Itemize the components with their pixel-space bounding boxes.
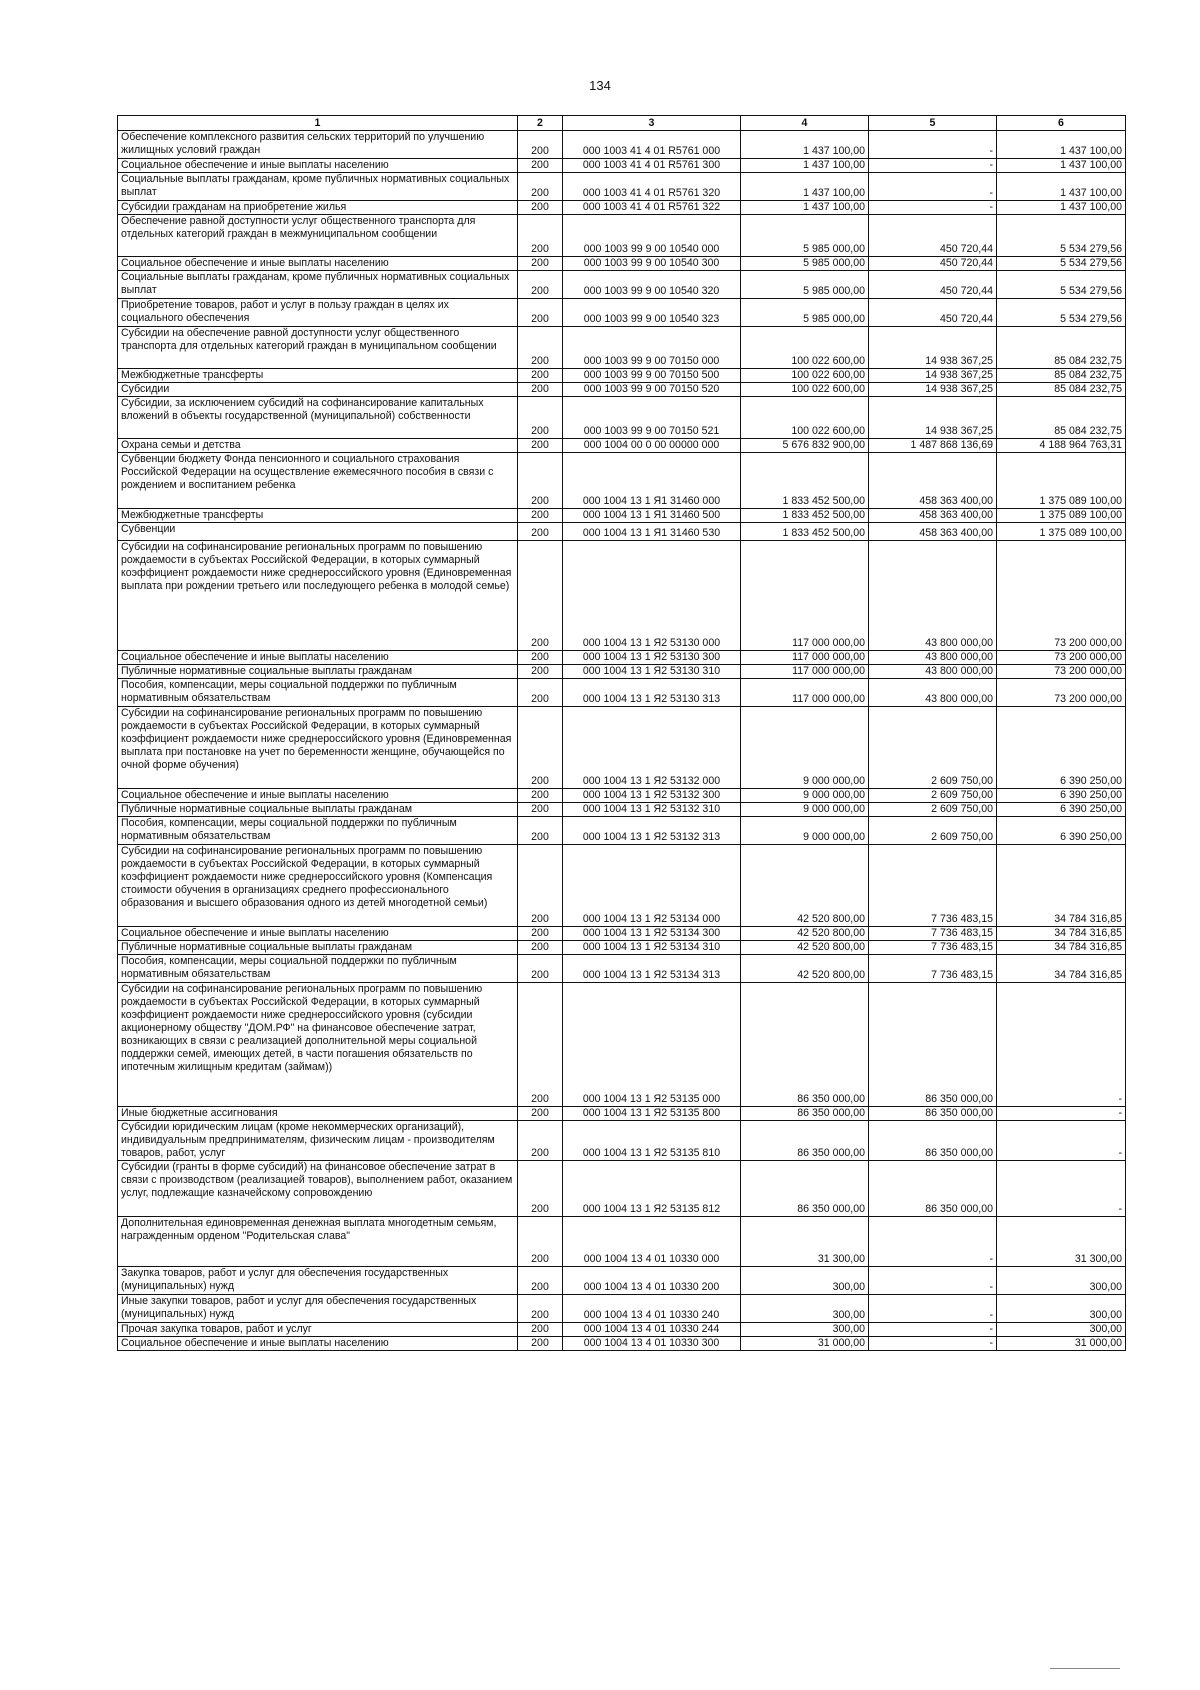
- row-admin-code-cell: 200: [518, 439, 563, 453]
- table-body: [118, 131, 1126, 1351]
- row-remaining-amount-cell: -: [997, 1107, 1126, 1121]
- row-admin-code-cell: 200: [518, 803, 563, 817]
- row-name-cell: Прочая закупка товаров, работ и услуг: [118, 1323, 518, 1337]
- row-executed-amount-cell: 14 938 367,25: [869, 397, 997, 439]
- row-remaining-amount-cell: 300,00: [997, 1295, 1126, 1323]
- row-admin-code-cell: 200: [518, 369, 563, 383]
- row-remaining-amount-cell: 1 437 100,00: [997, 159, 1126, 173]
- row-name-cell: Публичные нормативные социальные выплаты гражданам: [118, 941, 518, 955]
- row-remaining-amount-cell: 300,00: [997, 1323, 1126, 1337]
- row-name-cell: Субсидии: [118, 383, 518, 397]
- table-row: [118, 257, 1126, 271]
- row-budget-code-cell: 000 1004 13 1 Я2 53135 812: [563, 1161, 741, 1217]
- row-name-cell: Охрана семьи и детства: [118, 439, 518, 453]
- table-row: [118, 817, 1126, 845]
- row-remaining-amount-cell: 300,00: [997, 1267, 1126, 1295]
- row-executed-amount-cell: 2 609 750,00: [869, 803, 997, 817]
- row-admin-code-cell: 200: [518, 383, 563, 397]
- row-executed-amount-cell: 7 736 483,15: [869, 927, 997, 941]
- row-budget-code-cell: 000 1004 13 4 01 10330 300: [563, 1337, 741, 1351]
- row-name-cell: Субсидии на софинансирование региональных программ по повышению рождаемости в субъектах Российской Федерации, в которых суммарный коэффициент рождаемости ниже среднероссийского уровня (Единовременная выплата при рождении третьего или последующего ребенка в молодой семье): [118, 541, 518, 651]
- row-admin-code-cell: 200: [518, 707, 563, 789]
- table-row: [118, 1295, 1126, 1323]
- row-executed-amount-cell: 1 487 868 136,69: [869, 439, 997, 453]
- row-executed-amount-cell: -: [869, 1217, 997, 1267]
- row-admin-code-cell: 200: [518, 927, 563, 941]
- row-approved-amount-cell: 31 300,00: [741, 1217, 869, 1267]
- row-budget-code-cell: 000 1003 99 9 00 70150 000: [563, 327, 741, 369]
- column-header-5: 5: [869, 116, 997, 131]
- row-executed-amount-cell: -: [869, 1337, 997, 1351]
- table-row: [118, 1161, 1126, 1217]
- row-name-cell: Субсидии на софинансирование региональных программ по повышению рождаемости в субъектах Российской Федерации, в которых суммарный коэффициент рождаемости ниже среднероссийского уровня (Компенсация стоимости обучения в организациях среднего профессионального образования и высшего образования одного из детей многодетной семьи): [118, 845, 518, 927]
- row-remaining-amount-cell: 6 390 250,00: [997, 707, 1126, 789]
- row-approved-amount-cell: 1 437 100,00: [741, 131, 869, 159]
- row-admin-code-cell: 200: [518, 679, 563, 707]
- row-approved-amount-cell: 1 833 452 500,00: [741, 523, 869, 541]
- row-admin-code-cell: 200: [518, 201, 563, 215]
- row-approved-amount-cell: 1 833 452 500,00: [741, 509, 869, 523]
- row-name-cell: Обеспечение равной доступности услуг общественного транспорта для отдельных категорий граждан в межмуниципальном сообщении: [118, 215, 518, 257]
- row-name-cell: Социальное обеспечение и иные выплаты населению: [118, 927, 518, 941]
- row-approved-amount-cell: 42 520 800,00: [741, 845, 869, 927]
- row-remaining-amount-cell: 6 390 250,00: [997, 803, 1126, 817]
- row-approved-amount-cell: 117 000 000,00: [741, 679, 869, 707]
- row-remaining-amount-cell: 6 390 250,00: [997, 817, 1126, 845]
- row-approved-amount-cell: 5 985 000,00: [741, 271, 869, 299]
- row-budget-code-cell: 000 1004 13 1 Я2 53130 300: [563, 651, 741, 665]
- row-admin-code-cell: 200: [518, 159, 563, 173]
- row-name-cell: Субсидии гражданам на приобретение жилья: [118, 201, 518, 215]
- row-executed-amount-cell: 450 720,44: [869, 257, 997, 271]
- row-executed-amount-cell: 86 350 000,00: [869, 983, 997, 1107]
- row-remaining-amount-cell: 1 375 089 100,00: [997, 509, 1126, 523]
- row-admin-code-cell: 200: [518, 1267, 563, 1295]
- row-remaining-amount-cell: 73 200 000,00: [997, 651, 1126, 665]
- row-budget-code-cell: 000 1003 99 9 00 10540 323: [563, 299, 741, 327]
- row-budget-code-cell: 000 1003 41 4 01 R5761 322: [563, 201, 741, 215]
- row-executed-amount-cell: 14 938 367,25: [869, 327, 997, 369]
- row-budget-code-cell: 000 1003 41 4 01 R5761 320: [563, 173, 741, 201]
- row-admin-code-cell: 200: [518, 271, 563, 299]
- row-admin-code-cell: 200: [518, 299, 563, 327]
- row-name-cell: Субвенции бюджету Фонда пенсионного и социального страхования Российской Федерации на осуществление ежемесячного пособия в связи с рождением и воспитанием ребенка: [118, 453, 518, 509]
- row-remaining-amount-cell: 73 200 000,00: [997, 665, 1126, 679]
- table-row: [118, 803, 1126, 817]
- row-budget-code-cell: 000 1004 13 1 Я2 53134 000: [563, 845, 741, 927]
- table-row: [118, 271, 1126, 299]
- row-name-cell: Обеспечение комплексного развития сельских территорий по улучшению жилищных условий граждан: [118, 131, 518, 159]
- row-admin-code-cell: 200: [518, 523, 563, 541]
- row-approved-amount-cell: 1 437 100,00: [741, 159, 869, 173]
- row-name-cell: Пособия, компенсации, меры социальной поддержки по публичным нормативным обязательствам: [118, 679, 518, 707]
- row-approved-amount-cell: 300,00: [741, 1267, 869, 1295]
- table-row: [118, 453, 1126, 509]
- table-row: [118, 789, 1126, 803]
- row-executed-amount-cell: 2 609 750,00: [869, 789, 997, 803]
- table-row: [118, 201, 1126, 215]
- row-name-cell: Пособия, компенсации, меры социальной поддержки по публичным нормативным обязательствам: [118, 817, 518, 845]
- row-budget-code-cell: 000 1004 13 1 Я2 53130 000: [563, 541, 741, 651]
- row-executed-amount-cell: 458 363 400,00: [869, 453, 997, 509]
- row-remaining-amount-cell: 1 437 100,00: [997, 131, 1126, 159]
- row-executed-amount-cell: 458 363 400,00: [869, 523, 997, 541]
- row-admin-code-cell: 200: [518, 1161, 563, 1217]
- table-row: [118, 941, 1126, 955]
- table-row: [118, 541, 1126, 651]
- row-admin-code-cell: 200: [518, 509, 563, 523]
- row-approved-amount-cell: 86 350 000,00: [741, 1121, 869, 1161]
- row-approved-amount-cell: 86 350 000,00: [741, 1161, 869, 1217]
- row-approved-amount-cell: 5 985 000,00: [741, 299, 869, 327]
- row-remaining-amount-cell: 1 437 100,00: [997, 201, 1126, 215]
- row-remaining-amount-cell: 5 534 279,56: [997, 257, 1126, 271]
- row-budget-code-cell: 000 1004 13 1 Я2 53135 000: [563, 983, 741, 1107]
- table-row: [118, 1337, 1126, 1351]
- row-executed-amount-cell: 43 800 000,00: [869, 651, 997, 665]
- table-row: [118, 509, 1126, 523]
- row-executed-amount-cell: -: [869, 201, 997, 215]
- row-executed-amount-cell: 43 800 000,00: [869, 541, 997, 651]
- row-admin-code-cell: 200: [518, 1121, 563, 1161]
- row-approved-amount-cell: 300,00: [741, 1323, 869, 1337]
- row-approved-amount-cell: 117 000 000,00: [741, 651, 869, 665]
- table-row: [118, 983, 1126, 1107]
- row-remaining-amount-cell: 1 437 100,00: [997, 173, 1126, 201]
- row-name-cell: Межбюджетные трансферты: [118, 509, 518, 523]
- table-row: [118, 1323, 1126, 1337]
- row-name-cell: Социальное обеспечение и иные выплаты населению: [118, 257, 518, 271]
- row-executed-amount-cell: 86 350 000,00: [869, 1107, 997, 1121]
- row-remaining-amount-cell: 34 784 316,85: [997, 927, 1126, 941]
- row-budget-code-cell: 000 1004 13 4 01 10330 000: [563, 1217, 741, 1267]
- row-name-cell: Иные закупки товаров, работ и услуг для обеспечения государственных (муниципальных) нужд: [118, 1295, 518, 1323]
- row-approved-amount-cell: 42 520 800,00: [741, 941, 869, 955]
- table-row: [118, 927, 1126, 941]
- table-row: [118, 1107, 1126, 1121]
- row-admin-code-cell: 200: [518, 1337, 563, 1351]
- row-approved-amount-cell: 5 985 000,00: [741, 215, 869, 257]
- row-remaining-amount-cell: 34 784 316,85: [997, 941, 1126, 955]
- row-executed-amount-cell: 2 609 750,00: [869, 707, 997, 789]
- row-budget-code-cell: 000 1004 13 1 Я2 53135 800: [563, 1107, 741, 1121]
- row-name-cell: Социальное обеспечение и иные выплаты населению: [118, 789, 518, 803]
- table-row: [118, 131, 1126, 159]
- table-row: [118, 1121, 1126, 1161]
- row-executed-amount-cell: -: [869, 1323, 997, 1337]
- row-name-cell: Закупка товаров, работ и услуг для обеспечения государственных (муниципальных) нужд: [118, 1267, 518, 1295]
- row-budget-code-cell: 000 1004 13 1 Я1 31460 530: [563, 523, 741, 541]
- row-name-cell: Межбюджетные трансферты: [118, 369, 518, 383]
- row-approved-amount-cell: 9 000 000,00: [741, 707, 869, 789]
- row-budget-code-cell: 000 1004 13 1 Я2 53135 810: [563, 1121, 741, 1161]
- row-admin-code-cell: 200: [518, 651, 563, 665]
- row-approved-amount-cell: 86 350 000,00: [741, 983, 869, 1107]
- row-admin-code-cell: 200: [518, 541, 563, 651]
- row-executed-amount-cell: 86 350 000,00: [869, 1121, 997, 1161]
- row-approved-amount-cell: 1 437 100,00: [741, 173, 869, 201]
- row-budget-code-cell: 000 1003 99 9 00 10540 320: [563, 271, 741, 299]
- row-admin-code-cell: 200: [518, 397, 563, 439]
- row-approved-amount-cell: 300,00: [741, 1295, 869, 1323]
- row-remaining-amount-cell: 6 390 250,00: [997, 789, 1126, 803]
- row-budget-code-cell: 000 1003 41 4 01 R5761 300: [563, 159, 741, 173]
- column-header-4: 4: [741, 116, 869, 131]
- row-remaining-amount-cell: 31 300,00: [997, 1217, 1126, 1267]
- row-budget-code-cell: 000 1003 99 9 00 70150 521: [563, 397, 741, 439]
- table-row: [118, 523, 1126, 541]
- row-remaining-amount-cell: 5 534 279,56: [997, 299, 1126, 327]
- row-executed-amount-cell: 450 720,44: [869, 299, 997, 327]
- row-executed-amount-cell: 2 609 750,00: [869, 817, 997, 845]
- row-remaining-amount-cell: 5 534 279,56: [997, 271, 1126, 299]
- row-remaining-amount-cell: 85 084 232,75: [997, 397, 1126, 439]
- table-row: [118, 1267, 1126, 1295]
- table-row: [118, 383, 1126, 397]
- table-row: [118, 845, 1126, 927]
- row-remaining-amount-cell: 1 375 089 100,00: [997, 453, 1126, 509]
- row-budget-code-cell: 000 1004 13 1 Я2 53132 300: [563, 789, 741, 803]
- row-admin-code-cell: 200: [518, 1107, 563, 1121]
- table-row: [118, 397, 1126, 439]
- row-remaining-amount-cell: 85 084 232,75: [997, 327, 1126, 369]
- row-budget-code-cell: 000 1004 13 1 Я2 53132 310: [563, 803, 741, 817]
- row-approved-amount-cell: 100 022 600,00: [741, 383, 869, 397]
- row-executed-amount-cell: -: [869, 159, 997, 173]
- row-name-cell: Публичные нормативные социальные выплаты гражданам: [118, 803, 518, 817]
- row-budget-code-cell: 000 1003 99 9 00 70150 520: [563, 383, 741, 397]
- table-row: [118, 159, 1126, 173]
- row-approved-amount-cell: 5 985 000,00: [741, 257, 869, 271]
- row-budget-code-cell: 000 1003 99 9 00 10540 000: [563, 215, 741, 257]
- column-header-1: 1: [118, 116, 518, 131]
- row-approved-amount-cell: 100 022 600,00: [741, 369, 869, 383]
- row-name-cell: Субсидии (гранты в форме субсидий) на финансовое обеспечение затрат в связи с производством (реализацией товаров), выполнением работ, оказанием услуг, подлежащие казначейскому сопровождению: [118, 1161, 518, 1217]
- row-budget-code-cell: 000 1004 13 1 Я1 31460 500: [563, 509, 741, 523]
- row-name-cell: Субсидии на софинансирование региональных программ по повышению рождаемости в субъектах Российской Федерации, в которых суммарный коэффициент рождаемости ниже среднероссийского уровня (Единовременная выплата при постановке на учет по беременности женщине, обучающейся по очной форме обучения): [118, 707, 518, 789]
- row-budget-code-cell: 000 1003 41 4 01 R5761 000: [563, 131, 741, 159]
- row-executed-amount-cell: 450 720,44: [869, 215, 997, 257]
- row-executed-amount-cell: 7 736 483,15: [869, 845, 997, 927]
- row-name-cell: Публичные нормативные социальные выплаты гражданам: [118, 665, 518, 679]
- row-executed-amount-cell: -: [869, 173, 997, 201]
- row-approved-amount-cell: 117 000 000,00: [741, 665, 869, 679]
- row-remaining-amount-cell: 34 784 316,85: [997, 955, 1126, 983]
- row-name-cell: Дополнительная единовременная денежная выплата многодетным семьям, награжденным орденом "Родительская слава": [118, 1217, 518, 1267]
- row-executed-amount-cell: 14 938 367,25: [869, 383, 997, 397]
- row-budget-code-cell: 000 1004 13 1 Я2 53132 313: [563, 817, 741, 845]
- row-budget-code-cell: 000 1004 13 1 Я2 53132 000: [563, 707, 741, 789]
- table-header-row: [118, 116, 1126, 131]
- row-budget-code-cell: 000 1004 13 4 01 10330 240: [563, 1295, 741, 1323]
- budget-execution-table: [117, 115, 1126, 1351]
- table-row: [118, 369, 1126, 383]
- row-budget-code-cell: 000 1004 13 1 Я2 53134 310: [563, 941, 741, 955]
- row-approved-amount-cell: 100 022 600,00: [741, 397, 869, 439]
- row-executed-amount-cell: 14 938 367,25: [869, 369, 997, 383]
- table-row: [118, 955, 1126, 983]
- row-admin-code-cell: 200: [518, 817, 563, 845]
- row-approved-amount-cell: 5 676 832 900,00: [741, 439, 869, 453]
- row-remaining-amount-cell: -: [997, 983, 1126, 1107]
- row-budget-code-cell: 000 1004 00 0 00 00000 000: [563, 439, 741, 453]
- row-approved-amount-cell: 9 000 000,00: [741, 817, 869, 845]
- table-row: [118, 299, 1126, 327]
- row-name-cell: Иные бюджетные ассигнования: [118, 1107, 518, 1121]
- row-budget-code-cell: 000 1004 13 1 Я2 53134 313: [563, 955, 741, 983]
- row-name-cell: Субсидии на обеспечение равной доступности услуг общественного транспорта для отдельных категорий граждан в муниципальном сообщении: [118, 327, 518, 369]
- row-admin-code-cell: 200: [518, 215, 563, 257]
- column-header-2: 2: [518, 116, 563, 131]
- row-remaining-amount-cell: 85 084 232,75: [997, 383, 1126, 397]
- row-name-cell: Субсидии юридическим лицам (кроме некоммерческих организаций), индивидуальным предпринимателям, физическим лицам - производителям товаров, работ, услуг: [118, 1121, 518, 1161]
- row-admin-code-cell: 200: [518, 327, 563, 369]
- row-remaining-amount-cell: 85 084 232,75: [997, 369, 1126, 383]
- table-row: [118, 665, 1126, 679]
- row-remaining-amount-cell: -: [997, 1121, 1126, 1161]
- row-admin-code-cell: 200: [518, 257, 563, 271]
- row-admin-code-cell: 200: [518, 453, 563, 509]
- table-row: [118, 651, 1126, 665]
- row-name-cell: Социальное обеспечение и иные выплаты населению: [118, 159, 518, 173]
- row-name-cell: Субвенции: [118, 523, 518, 541]
- row-approved-amount-cell: 42 520 800,00: [741, 955, 869, 983]
- row-name-cell: Пособия, компенсации, меры социальной поддержки по публичным нормативным обязательствам: [118, 955, 518, 983]
- table-row: [118, 439, 1126, 453]
- column-header-6: 6: [997, 116, 1126, 131]
- row-approved-amount-cell: 100 022 600,00: [741, 327, 869, 369]
- row-approved-amount-cell: 31 000,00: [741, 1337, 869, 1351]
- row-admin-code-cell: 200: [518, 665, 563, 679]
- row-budget-code-cell: 000 1004 13 1 Я2 53130 313: [563, 679, 741, 707]
- row-approved-amount-cell: 1 833 452 500,00: [741, 453, 869, 509]
- row-executed-amount-cell: 86 350 000,00: [869, 1161, 997, 1217]
- row-remaining-amount-cell: 73 200 000,00: [997, 679, 1126, 707]
- row-admin-code-cell: 200: [518, 1217, 563, 1267]
- table-row: [118, 215, 1126, 257]
- row-admin-code-cell: 200: [518, 173, 563, 201]
- row-executed-amount-cell: -: [869, 1295, 997, 1323]
- row-admin-code-cell: 200: [518, 983, 563, 1107]
- table-row: [118, 679, 1126, 707]
- row-approved-amount-cell: 9 000 000,00: [741, 789, 869, 803]
- row-remaining-amount-cell: 1 375 089 100,00: [997, 523, 1126, 541]
- row-name-cell: Социальные выплаты гражданам, кроме публичных нормативных социальных выплат: [118, 271, 518, 299]
- row-remaining-amount-cell: 4 188 964 763,31: [997, 439, 1126, 453]
- row-admin-code-cell: 200: [518, 789, 563, 803]
- row-admin-code-cell: 200: [518, 845, 563, 927]
- row-name-cell: Субсидии на софинансирование региональных программ по повышению рождаемости в субъектах Российской Федерации, в которых суммарный коэффициент рождаемости ниже среднероссийского уровня (субсидии акционерному обществу "ДОМ.РФ" на финансовое обеспечение затрат, возникающих в связи с реализацией дополнительной меры социальной поддержки семей, имеющих детей, в части погашения обязательств по ипотечным жилищным кредитам (займам)): [118, 983, 518, 1107]
- row-admin-code-cell: 200: [518, 955, 563, 983]
- row-admin-code-cell: 200: [518, 131, 563, 159]
- table-row: [118, 173, 1126, 201]
- table-row: [118, 1217, 1126, 1267]
- column-header-3: 3: [563, 116, 741, 131]
- row-admin-code-cell: 200: [518, 941, 563, 955]
- row-executed-amount-cell: -: [869, 131, 997, 159]
- row-executed-amount-cell: 7 736 483,15: [869, 941, 997, 955]
- row-remaining-amount-cell: 34 784 316,85: [997, 845, 1126, 927]
- row-executed-amount-cell: 458 363 400,00: [869, 509, 997, 523]
- row-executed-amount-cell: 43 800 000,00: [869, 679, 997, 707]
- row-approved-amount-cell: 117 000 000,00: [741, 541, 869, 651]
- row-name-cell: Социальные выплаты гражданам, кроме публичных нормативных социальных выплат: [118, 173, 518, 201]
- page-number: 134: [589, 78, 611, 93]
- row-name-cell: Социальное обеспечение и иные выплаты населению: [118, 651, 518, 665]
- row-remaining-amount-cell: 5 534 279,56: [997, 215, 1126, 257]
- row-remaining-amount-cell: -: [997, 1161, 1126, 1217]
- row-admin-code-cell: 200: [518, 1323, 563, 1337]
- row-budget-code-cell: 000 1004 13 1 Я2 53130 310: [563, 665, 741, 679]
- row-budget-code-cell: 000 1004 13 4 01 10330 244: [563, 1323, 741, 1337]
- row-budget-code-cell: 000 1003 99 9 00 10540 300: [563, 257, 741, 271]
- row-remaining-amount-cell: 73 200 000,00: [997, 541, 1126, 651]
- row-budget-code-cell: 000 1004 13 4 01 10330 200: [563, 1267, 741, 1295]
- row-name-cell: Субсидии, за исключением субсидий на софинансирование капитальных вложений в объекты государственной (муниципальной) собственности: [118, 397, 518, 439]
- row-budget-code-cell: 000 1004 13 1 Я1 31460 000: [563, 453, 741, 509]
- row-budget-code-cell: 000 1004 13 1 Я2 53134 300: [563, 927, 741, 941]
- row-name-cell: Приобретение товаров, работ и услуг в пользу граждан в целях их социального обеспечения: [118, 299, 518, 327]
- scan-mark: [1050, 1668, 1120, 1669]
- row-budget-code-cell: 000 1003 99 9 00 70150 500: [563, 369, 741, 383]
- row-approved-amount-cell: 86 350 000,00: [741, 1107, 869, 1121]
- row-approved-amount-cell: 1 437 100,00: [741, 201, 869, 215]
- row-approved-amount-cell: 42 520 800,00: [741, 927, 869, 941]
- row-executed-amount-cell: 43 800 000,00: [869, 665, 997, 679]
- row-executed-amount-cell: 7 736 483,15: [869, 955, 997, 983]
- row-executed-amount-cell: -: [869, 1267, 997, 1295]
- row-remaining-amount-cell: 31 000,00: [997, 1337, 1126, 1351]
- table-row: [118, 707, 1126, 789]
- row-approved-amount-cell: 9 000 000,00: [741, 803, 869, 817]
- row-admin-code-cell: 200: [518, 1295, 563, 1323]
- row-executed-amount-cell: 450 720,44: [869, 271, 997, 299]
- row-name-cell: Социальное обеспечение и иные выплаты населению: [118, 1337, 518, 1351]
- table-row: [118, 327, 1126, 369]
